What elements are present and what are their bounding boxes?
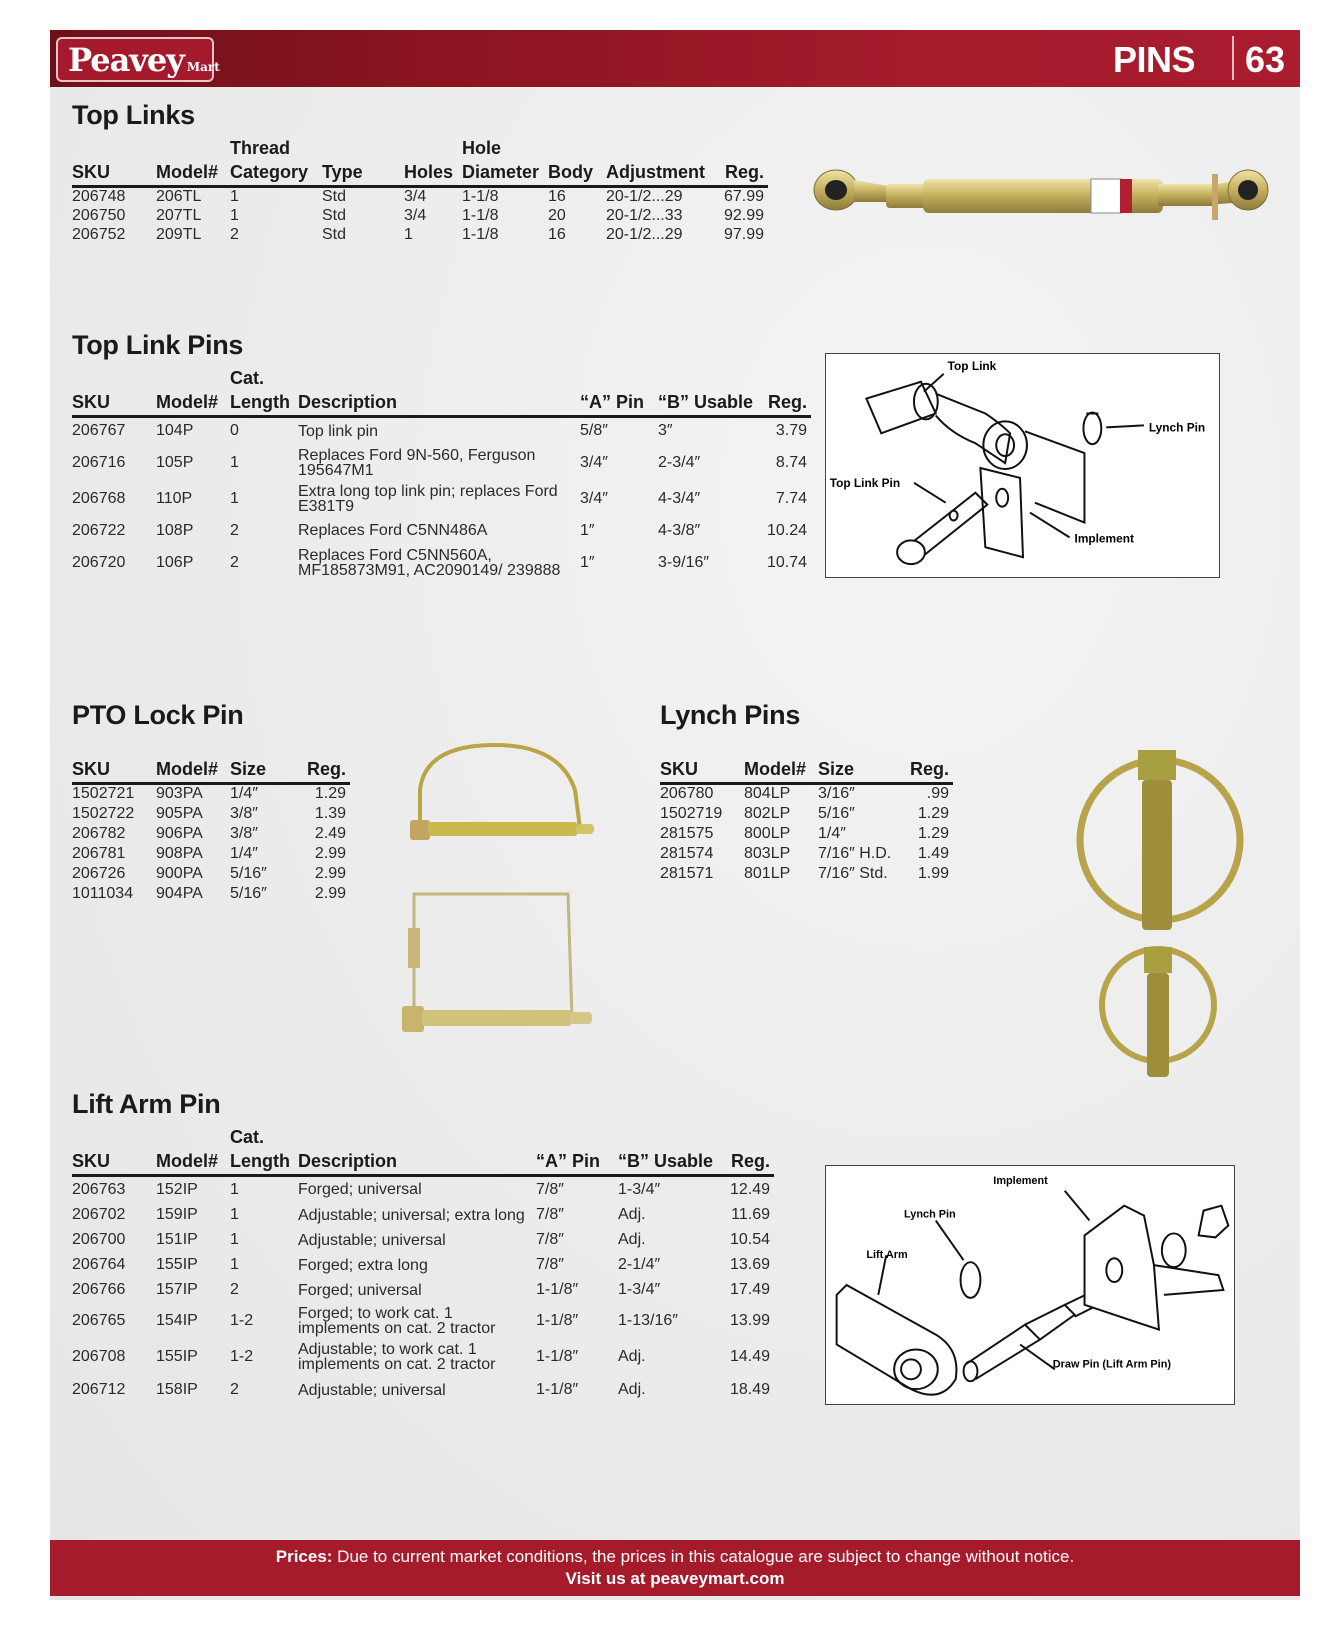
table-row xyxy=(72,1339,774,1375)
table-row xyxy=(660,844,953,864)
table-cell: 11.69 xyxy=(731,1206,770,1223)
table-cell: 7/8″ xyxy=(536,1231,564,1248)
table-cell: 1″ xyxy=(580,553,595,571)
table-cell: Forged; to work cat. 1 implements on cat. 2 tractor xyxy=(298,1304,496,1337)
prices-label: Prices: xyxy=(275,1547,333,1566)
table-cell: 67.99 xyxy=(723,188,764,205)
column-header-top xyxy=(710,137,768,161)
label-implement: Implement xyxy=(1074,531,1134,546)
table-cell: 1502722 xyxy=(72,804,135,822)
table-cell: 207TL xyxy=(156,206,202,224)
table-cell: 104P xyxy=(156,422,194,440)
table-cell: 1-1/8″ xyxy=(536,1381,579,1398)
table-row xyxy=(72,864,350,884)
table-cell: 2-3/4″ xyxy=(658,453,701,471)
top-link-pins-table xyxy=(72,367,811,581)
table-cell: 206TL xyxy=(156,188,202,205)
column-header: “B” Usable xyxy=(658,391,757,417)
table-cell: 5/16″ xyxy=(230,864,267,882)
table-cell: 5/8″ xyxy=(580,422,608,440)
table-cell: 1-3/4″ xyxy=(618,1180,661,1198)
table-cell: 206716 xyxy=(72,453,126,471)
table-row xyxy=(72,1278,774,1303)
table-row xyxy=(660,864,953,884)
header-divider xyxy=(1232,36,1234,80)
column-header-top xyxy=(72,1126,156,1150)
table-cell: 1-1/8″ xyxy=(536,1281,579,1298)
lift-arm-pin-table xyxy=(72,1126,774,1406)
table-cell: 801LP xyxy=(744,864,791,882)
table-cell: Std xyxy=(322,188,347,205)
table-cell: 206712 xyxy=(72,1381,126,1398)
column-header: Reg. xyxy=(910,758,953,784)
table-cell: 2 xyxy=(230,225,239,243)
column-header: “A” Pin xyxy=(580,391,658,417)
round-pto-lock-pin-photo xyxy=(400,740,600,840)
table-cell: 3/4 xyxy=(404,188,427,205)
table-row xyxy=(72,1253,774,1278)
table-cell: 1-2 xyxy=(230,1311,254,1329)
column-header-top: Hole xyxy=(462,138,502,158)
table-row xyxy=(72,206,768,225)
table-cell: 1 xyxy=(230,1180,239,1198)
lift-arm-pin-title: Lift Arm Pin xyxy=(72,1089,221,1119)
table-row xyxy=(660,784,953,804)
label-lift-arm: Lift Arm xyxy=(866,1249,908,1262)
table-cell: 152IP xyxy=(156,1180,198,1198)
table-cell: Std xyxy=(322,225,347,243)
top-links-table xyxy=(72,137,768,244)
column-header-top xyxy=(72,367,156,391)
table-cell: 20-1/2...33 xyxy=(606,206,683,224)
table-cell: 155IP xyxy=(156,1347,198,1365)
table-cell: 7/16″ Std. xyxy=(818,864,888,882)
table-cell: 3″ xyxy=(658,422,673,440)
column-header: Length xyxy=(230,391,298,417)
column-header-top xyxy=(618,1126,718,1150)
logo-main-text: Peavey xyxy=(68,41,184,79)
table-cell: 3/8″ xyxy=(230,804,258,822)
table-cell: 206722 xyxy=(72,521,126,539)
table-cell: 2-1/4″ xyxy=(618,1256,661,1273)
table-row xyxy=(72,187,768,207)
table-cell: 1 xyxy=(230,1231,239,1248)
table-cell: Forged; universal xyxy=(298,1181,422,1199)
column-header-top xyxy=(404,137,462,161)
table-cell: 7/16″ H.D. xyxy=(818,844,892,862)
table-cell: 206702 xyxy=(72,1206,126,1223)
table-cell: 10.54 xyxy=(729,1231,770,1248)
table-cell: 206764 xyxy=(72,1256,126,1273)
column-header-top xyxy=(322,137,404,161)
table-cell: 18.49 xyxy=(729,1381,770,1398)
column-header: SKU xyxy=(72,1150,156,1176)
table-cell: 206720 xyxy=(72,553,126,571)
table-row xyxy=(72,545,811,581)
table-cell: Adj. xyxy=(618,1206,646,1223)
table-row xyxy=(72,1203,774,1228)
table-row xyxy=(72,517,811,545)
table-cell: 1-3/4″ xyxy=(618,1281,661,1298)
footer-band xyxy=(50,1540,1300,1596)
table-cell: 2 xyxy=(230,521,239,539)
label-lynch-pin: Lynch Pin xyxy=(1148,420,1206,435)
table-cell: 7/8″ xyxy=(536,1180,564,1198)
table-row xyxy=(660,804,953,824)
column-header-top xyxy=(156,367,230,391)
table-cell: 16 xyxy=(548,188,566,205)
table-cell: 206782 xyxy=(72,824,126,842)
table-cell: Forged; extra long xyxy=(298,1256,428,1274)
column-header: Holes xyxy=(404,161,462,187)
page-number: 63 xyxy=(1245,39,1286,80)
table-cell: 800LP xyxy=(744,824,791,842)
column-header: SKU xyxy=(72,391,156,417)
table-cell: 3/16″ xyxy=(818,785,855,803)
table-cell: 16 xyxy=(548,225,566,243)
table-cell: 1.29 xyxy=(917,824,950,842)
table-cell: 1-2 xyxy=(230,1347,254,1365)
table-row xyxy=(72,1375,774,1406)
table-cell: 13.99 xyxy=(729,1311,770,1329)
table-cell: Extra long top link pin; replaces Ford E381T9 xyxy=(298,482,558,515)
column-header-top xyxy=(298,367,580,391)
table-cell: Adj. xyxy=(618,1347,646,1365)
column-header: “B” Usable xyxy=(618,1150,718,1176)
table-cell: 281574 xyxy=(660,844,714,862)
peavey-mart-logo[interactable] xyxy=(56,37,220,82)
table-cell: 206726 xyxy=(72,864,126,882)
pto-lock-pin-table xyxy=(72,758,350,904)
table-cell: Replaces Ford C5NN486A xyxy=(298,522,488,539)
column-header: Model# xyxy=(156,1150,230,1176)
table-cell: 900PA xyxy=(156,864,203,882)
table-cell: 1 xyxy=(230,206,239,224)
column-header: Size xyxy=(818,758,910,784)
large-lynch-pin-photo xyxy=(1060,745,1260,935)
column-header-top xyxy=(548,137,606,161)
table-cell: 906PA xyxy=(156,824,203,842)
lift-arm-pin-diagram xyxy=(825,1165,1235,1405)
table-cell: 5/16″ xyxy=(818,804,855,822)
table-cell: 206765 xyxy=(72,1311,126,1329)
column-header: Model# xyxy=(156,758,230,784)
column-header: Model# xyxy=(744,758,818,784)
table-cell: 155IP xyxy=(156,1256,198,1273)
table-cell: 2.99 xyxy=(314,884,346,902)
table-cell: 14.49 xyxy=(729,1347,770,1365)
column-header: SKU xyxy=(72,161,156,187)
table-cell: 3.79 xyxy=(775,422,808,440)
column-header-top xyxy=(658,367,757,391)
table-cell: Adjustable; universal xyxy=(298,1381,446,1399)
table-cell: 1-1/8″ xyxy=(536,1311,579,1329)
table-cell: 206763 xyxy=(72,1180,126,1198)
table-cell: 3/4″ xyxy=(580,489,608,507)
table-cell: 1-1/8 xyxy=(462,225,499,243)
table-cell: 1 xyxy=(230,1206,239,1223)
table-cell: 209TL xyxy=(156,225,202,243)
table-cell: 8.74 xyxy=(775,453,808,471)
table-cell: 908PA xyxy=(156,844,203,862)
table-cell: 1.39 xyxy=(314,804,346,822)
column-header: Adjustment xyxy=(606,161,710,187)
table-cell: 17.49 xyxy=(729,1281,770,1298)
table-cell: 2 xyxy=(230,1281,239,1298)
table-cell: 108P xyxy=(156,521,194,539)
table-cell: .99 xyxy=(926,785,950,803)
table-cell: 7/8″ xyxy=(536,1256,564,1273)
table-cell: 1502719 xyxy=(660,804,723,822)
column-header-top: Cat. xyxy=(230,368,265,388)
table-cell: 1 xyxy=(230,188,239,205)
column-header-top xyxy=(72,137,156,161)
column-header-top xyxy=(757,367,811,391)
table-cell: Replaces Ford 9N-560, Ferguson 195647M1 xyxy=(298,446,536,479)
table-cell: 3-9/16″ xyxy=(658,553,710,571)
column-header: Description xyxy=(298,391,580,417)
table-cell: 1.29 xyxy=(917,804,950,822)
prices-notice xyxy=(50,1546,1300,1568)
table-cell: Forged; universal xyxy=(298,1281,422,1299)
column-header-top xyxy=(718,1126,774,1150)
table-cell: 97.99 xyxy=(723,225,764,243)
table-cell: 1/4″ xyxy=(818,824,846,842)
table-row xyxy=(72,417,811,445)
column-header: Type xyxy=(322,161,404,187)
table-cell: Adj. xyxy=(618,1381,646,1398)
table-cell: 3/4 xyxy=(404,206,427,224)
prices-text: Due to current market conditions, the prices in this catalogue are subject to change without notice. xyxy=(332,1547,1075,1566)
table-cell: 20-1/2...29 xyxy=(606,188,683,205)
table-cell: 1-1/8 xyxy=(462,206,499,224)
table-cell: 281575 xyxy=(660,824,714,842)
label-implement: Implement xyxy=(993,1174,1048,1187)
table-cell: 1-13/16″ xyxy=(618,1311,678,1329)
table-cell: 2.49 xyxy=(314,824,346,842)
column-header: Reg. xyxy=(292,758,350,784)
table-row xyxy=(72,844,350,864)
column-header-top xyxy=(156,1126,230,1150)
table-cell: 2 xyxy=(230,1381,239,1398)
table-cell: 206708 xyxy=(72,1347,126,1365)
table-row xyxy=(72,1176,774,1203)
table-cell: Replaces Ford C5NN560A, MF185873M91, AC2090149/ 239888 xyxy=(298,546,561,579)
table-cell: 206780 xyxy=(660,785,714,803)
table-cell: 206750 xyxy=(72,206,126,224)
table-row xyxy=(72,445,811,481)
table-cell: 1-1/8 xyxy=(462,188,499,205)
table-cell: 157IP xyxy=(156,1281,198,1298)
table-cell: Std xyxy=(322,206,347,224)
column-header: SKU xyxy=(72,758,156,784)
table-row xyxy=(72,884,350,904)
column-header: Length xyxy=(230,1150,298,1176)
table-cell: 281571 xyxy=(660,864,714,882)
table-cell: 904PA xyxy=(156,884,203,902)
table-cell: 1/4″ xyxy=(230,844,258,862)
pto-lock-pin-title: PTO Lock Pin xyxy=(72,700,244,730)
label-lynch-pin: Lynch Pin xyxy=(904,1208,956,1221)
column-header: “A” Pin xyxy=(536,1150,618,1176)
top-link-photo xyxy=(808,162,1270,230)
table-cell: 2.99 xyxy=(314,864,346,882)
table-cell: 4-3/8″ xyxy=(658,521,701,539)
column-header: Reg. xyxy=(757,391,811,417)
table-cell: 3/4″ xyxy=(580,453,608,471)
table-row xyxy=(72,225,768,244)
table-cell: 154IP xyxy=(156,1311,198,1329)
table-cell: 105P xyxy=(156,453,194,471)
column-header: SKU xyxy=(660,758,744,784)
top-link-pin-diagram xyxy=(825,353,1220,578)
column-header-top: Thread xyxy=(230,138,291,158)
table-cell: 1 xyxy=(404,225,413,243)
table-cell: 206752 xyxy=(72,225,126,243)
table-cell: 1 xyxy=(230,1256,239,1273)
column-header: Reg. xyxy=(710,161,768,187)
table-cell: 5/16″ xyxy=(230,884,267,902)
column-header: Model# xyxy=(156,161,230,187)
table-cell: Top link pin xyxy=(298,422,379,440)
table-cell: 10.74 xyxy=(766,553,808,571)
table-cell: 1 xyxy=(230,489,239,507)
table-cell: 1502721 xyxy=(72,785,135,803)
column-header: Body xyxy=(548,161,606,187)
table-cell: 92.99 xyxy=(723,206,764,224)
table-cell: 802LP xyxy=(744,804,791,822)
table-cell: Adjustable; to work cat. 1 implements on cat. 2 tractor xyxy=(298,1340,496,1373)
label-top-link-pin: Top Link Pin xyxy=(829,475,901,490)
square-pto-lock-pin-photo xyxy=(398,888,600,1038)
table-row xyxy=(660,824,953,844)
table-cell: 2.99 xyxy=(314,844,346,862)
table-cell: 1011034 xyxy=(72,884,134,902)
table-row xyxy=(72,804,350,824)
column-header: Diameter xyxy=(462,161,548,187)
column-header: Model# xyxy=(156,391,230,417)
table-cell: 1-1/8″ xyxy=(536,1347,579,1365)
table-cell: 3/8″ xyxy=(230,824,258,842)
table-cell: 0 xyxy=(230,422,239,440)
table-row xyxy=(72,784,350,804)
table-cell: 106P xyxy=(156,553,194,571)
table-cell: 206768 xyxy=(72,489,126,507)
table-cell: 110P xyxy=(156,489,193,507)
label-draw-pin: Draw Pin (Lift Arm Pin) xyxy=(1052,1358,1171,1371)
table-cell: 1.29 xyxy=(314,785,346,803)
table-cell: 803LP xyxy=(744,844,791,862)
label-top-link: Top Link xyxy=(947,358,997,373)
table-row xyxy=(72,481,811,517)
column-header: Description xyxy=(298,1150,536,1176)
table-cell: 804LP xyxy=(744,785,791,803)
table-row xyxy=(72,1303,774,1339)
column-header-top xyxy=(156,137,230,161)
table-cell: 206700 xyxy=(72,1231,126,1248)
section-title-pins: PINS xyxy=(1112,39,1195,80)
visit-website-link[interactable]: Visit us at peaveymart.com xyxy=(565,1569,785,1588)
column-header: Category xyxy=(230,161,322,187)
logo-sub-text: Mart xyxy=(186,60,220,74)
column-header-top xyxy=(298,1126,536,1150)
column-header-top xyxy=(580,367,658,391)
small-lynch-pin-photo xyxy=(1090,945,1230,1080)
column-header-top: Cat. xyxy=(230,1127,265,1147)
table-cell: 1 xyxy=(230,453,239,471)
column-header-top xyxy=(536,1126,618,1150)
table-cell: 151IP xyxy=(156,1231,198,1248)
table-cell: 159IP xyxy=(156,1206,198,1223)
column-header: Reg. xyxy=(718,1150,774,1176)
table-cell: 12.49 xyxy=(729,1180,770,1198)
table-cell: 206748 xyxy=(72,188,126,205)
table-cell: 206766 xyxy=(72,1281,126,1298)
table-cell: 158IP xyxy=(156,1381,198,1398)
lynch-pins-title: Lynch Pins xyxy=(660,700,801,730)
table-cell: 10.24 xyxy=(766,521,808,539)
table-cell: 1″ xyxy=(580,521,595,539)
table-row xyxy=(72,1228,774,1253)
lynch-pins-table xyxy=(660,758,953,884)
table-cell: 206767 xyxy=(72,422,126,440)
table-cell: 1/4″ xyxy=(230,785,258,803)
table-cell: Adj. xyxy=(618,1231,646,1248)
column-header-top xyxy=(606,137,710,161)
table-cell: 4-3/4″ xyxy=(658,489,701,507)
column-header: Size xyxy=(230,758,292,784)
table-cell: 7/8″ xyxy=(536,1206,564,1223)
top-link-pins-title: Top Link Pins xyxy=(72,330,244,360)
table-cell: 1.99 xyxy=(917,864,950,882)
table-cell: 13.69 xyxy=(729,1256,770,1273)
table-cell: 20-1/2...29 xyxy=(606,225,683,243)
table-cell: 903PA xyxy=(156,785,203,803)
table-cell: 905PA xyxy=(156,804,203,822)
table-row xyxy=(72,824,350,844)
table-cell: 2 xyxy=(230,553,239,571)
table-cell: 20 xyxy=(548,206,566,224)
table-cell: 7.74 xyxy=(775,489,808,507)
table-cell: 206781 xyxy=(72,844,126,862)
table-cell: Adjustable; universal; extra long xyxy=(298,1206,525,1224)
top-links-title: Top Links xyxy=(72,100,195,130)
table-cell: Adjustable; universal xyxy=(298,1231,446,1249)
table-cell: 1.49 xyxy=(917,844,950,862)
